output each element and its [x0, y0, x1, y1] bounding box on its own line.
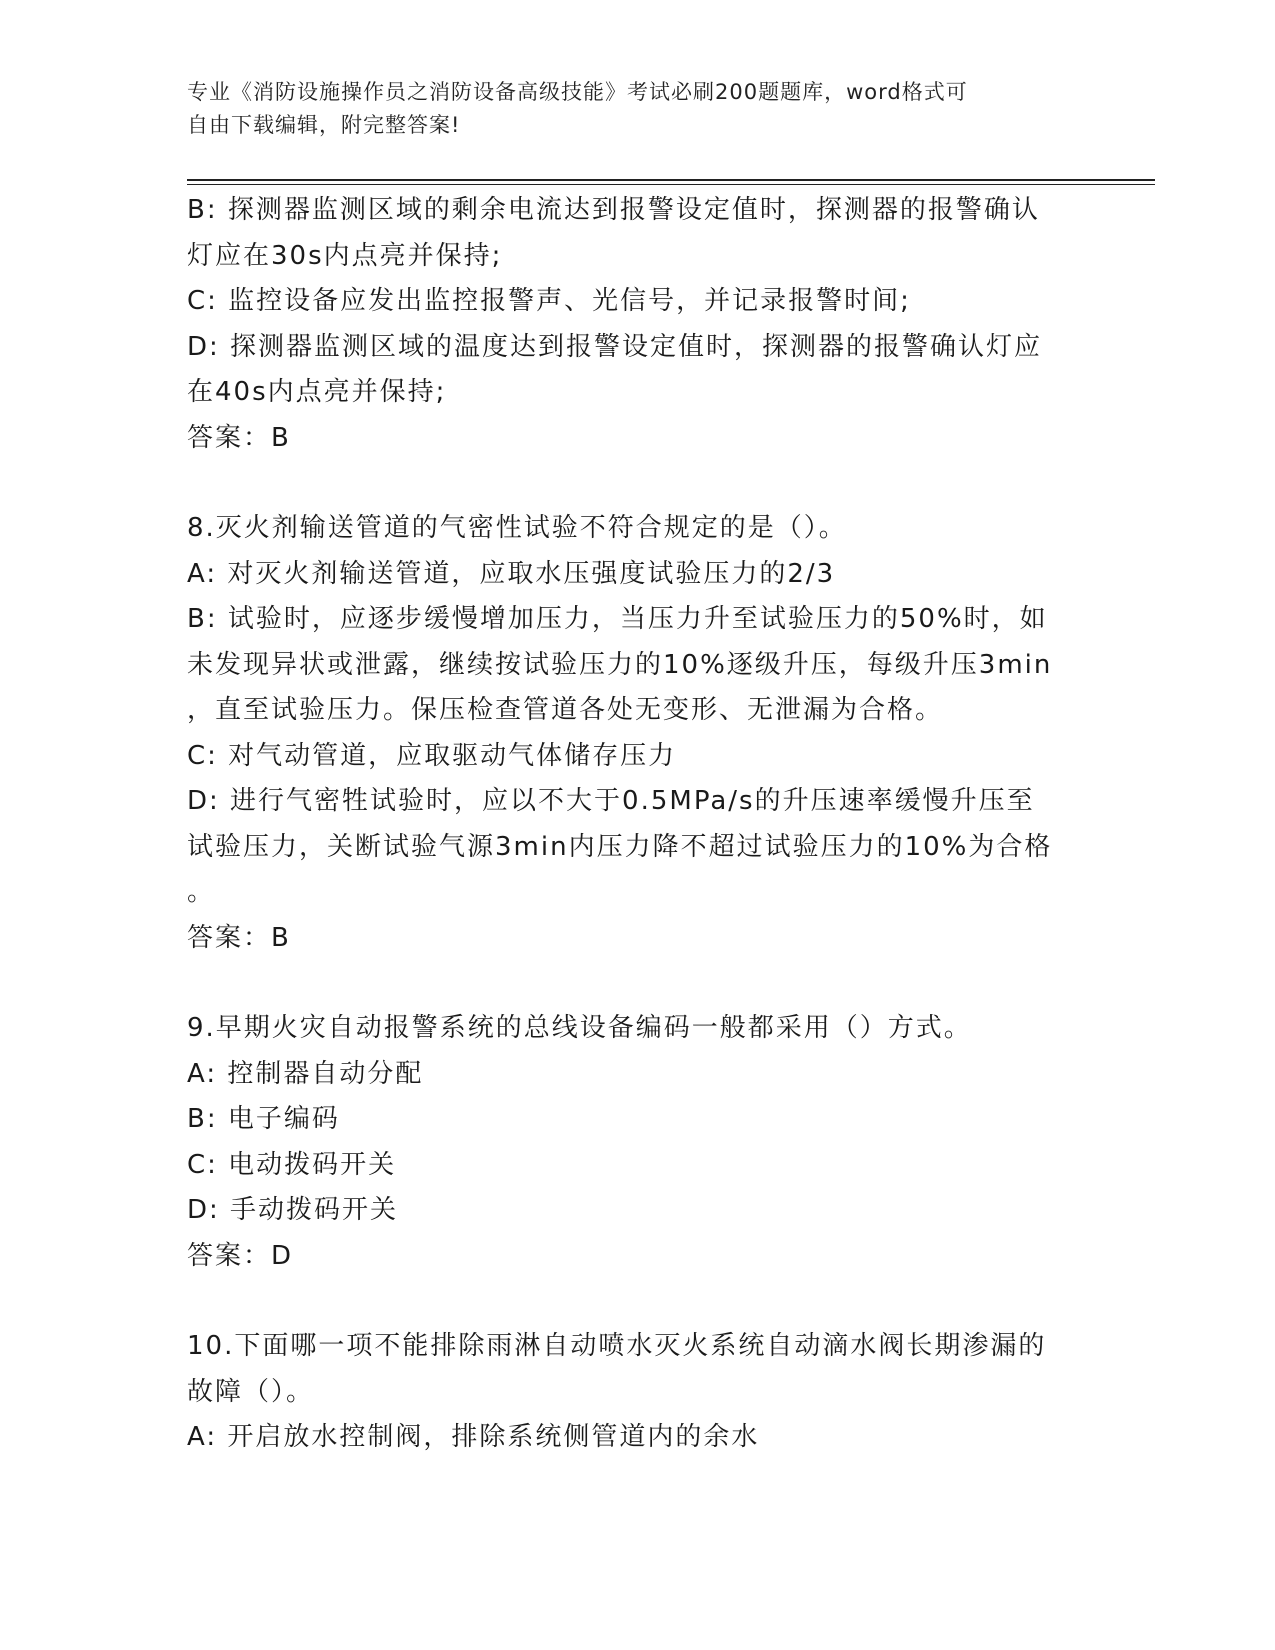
question-text: 9.早期火灾自动报警系统的总线设备编码一般都采用（）方式。: [187, 1013, 972, 1043]
option-d-line-1: D: 探测器监测区域的温度达到报警设定值时，探测器的报警确认灯应: [187, 331, 1043, 362]
option-a: A: 开启放水控制阀，排除系统侧管道内的余水: [187, 1422, 760, 1452]
question-8: [187, 506, 1077, 961]
question-text-line-2: 故障（）。: [187, 1376, 315, 1407]
option-b-line-1: B: 试验时，应逐步缓慢增加压力，当压力升至试验压力的50%时，如: [187, 604, 1048, 634]
spacer: [187, 961, 1077, 1006]
option-d-line-2: 在40s内点亮并保持;: [187, 377, 447, 407]
question-7-fragment: [187, 188, 1077, 461]
header-rule-thick: [187, 179, 1155, 181]
option-d-line-1: D: 进行气密牲试验时，应以不大于0.5MPa/s的升压速率缓慢升压至: [187, 786, 1035, 816]
document-header: [187, 76, 1067, 142]
header-line-2: 自由下载编辑，附完整答案!: [187, 113, 461, 137]
option-c: C: 监控设备应发出监控报警声、光信号，并记录报警时间;: [187, 286, 911, 316]
answer: 答案：B: [187, 422, 291, 453]
option-b-line-2: 未发现异状或泄露，继续按试验压力的10%逐级升压，每级升压3min: [187, 649, 1053, 680]
option-b-line-2: 灯应在30s内点亮并保持;: [187, 240, 503, 271]
spacer: [187, 461, 1077, 506]
option-c: C: 对气动管道，应取驱动气体储存压力: [187, 740, 677, 771]
option-d-line-3: 。: [187, 877, 216, 907]
answer: 答案：B: [187, 922, 291, 953]
header-rule-thin: [187, 184, 1155, 185]
option-b-line-3: ，直至试验压力。保压检查管道各处无变形、无泄漏为合格。: [187, 695, 944, 725]
question-text: 8.灭火剂输送管道的气密性试验不符合规定的是（）。: [187, 513, 847, 543]
option-a: A: 控制器自动分配: [187, 1058, 424, 1089]
option-b-line-1: B: 探测器监测区域的剩余电流达到报警设定值时，探测器的报警确认: [187, 195, 1040, 225]
option-c: C: 电动拨码开关: [187, 1149, 397, 1180]
question-10: [187, 1324, 1077, 1461]
header-line-1: 专业《消防设施操作员之消防设备高级技能》考试必刷200题题库，word格式可: [187, 80, 968, 104]
option-a: A: 对灭火剂输送管道，应取水压强度试验压力的2/3: [187, 558, 836, 589]
answer: 答案：D: [187, 1240, 294, 1271]
question-9: [187, 1006, 1077, 1279]
spacer: [187, 1279, 1077, 1324]
document-body: [187, 188, 1077, 1461]
option-d: D: 手动拨码开关: [187, 1195, 399, 1225]
option-d-line-2: 试验压力，关断试验气源3min内压力降不超过试验压力的10%为合格: [187, 831, 1053, 862]
option-b: B: 电子编码: [187, 1104, 340, 1134]
question-text-line-1: 10.下面哪一项不能排除雨淋自动喷水灭火系统自动滴水阀长期渗漏的: [187, 1331, 1047, 1361]
